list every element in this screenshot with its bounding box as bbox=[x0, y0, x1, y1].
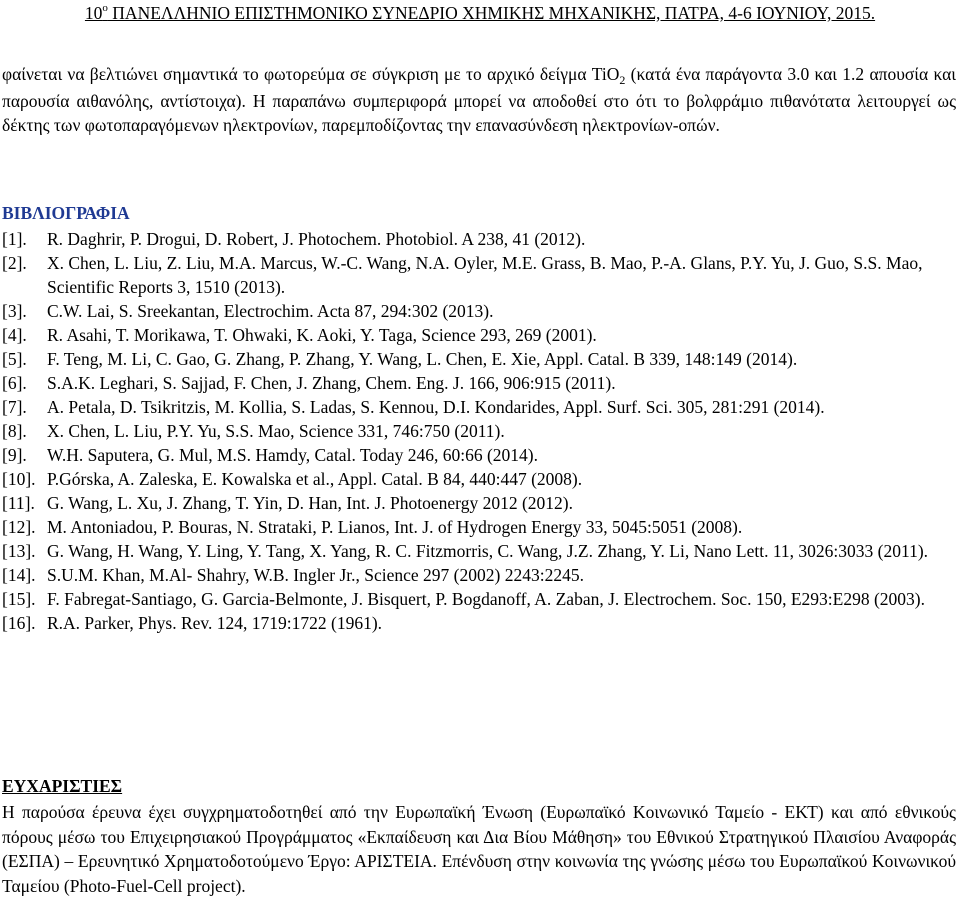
reference-item bbox=[2, 251, 956, 299]
reference-item bbox=[2, 539, 956, 563]
reference-text: P.Górska, A. Zaleska, E. Kowalska et al., Appl. Catal. B 84, 440:447 (2008). bbox=[47, 469, 583, 489]
acknowledgements-heading: ΕΥΧΑΡΙΣΤΙΕΣ bbox=[2, 776, 123, 796]
reference-text: F. Fabregat-Santiago, G. Garcia-Belmonte, J. Bisquert, P. Bogdanoff, A. Zaban, J. Electrochem. Soc. 150, E293:E298 (2003). bbox=[47, 589, 925, 609]
reference-text: X. Chen, L. Liu, Z. Liu, M.A. Marcus, W.-C. Wang, N.A. Oyler, M.E. Grass, B. Mao, P.-A. Glans, P.Y. Yu, J. Guo, S.S. Mao, Scientific Reports 3, 1510 (2013). bbox=[47, 253, 923, 297]
reference-number: [5]. bbox=[2, 349, 27, 369]
reference-number: [1]. bbox=[2, 229, 27, 249]
reference-text: M. Antoniadou, P. Bouras, N. Strataki, P. Lianos, Int. J. of Hydrogen Energy 33, 5045:5051 (2008). bbox=[47, 517, 743, 537]
acknowledgements-paragraph: Η παρούσα έρευνα έχει συγχρηματοδοτηθεί από την Ευρωπαϊκή Ένωση (Ευρωπαϊκό Κοινωνικό Ταμείο - ΕΚΤ) και από εθνικούς πόρους μέσω του Επιχειρησιακού Προγράμματος «Εκπαίδευση και Δια Βίου Μάθηση» του Εθνικού Στρατηγικού Πλαισίου Αναφοράς (ΕΣΠΑ) – Ερευνητικό Χρηματοδοτούμενο Έργο: ΑΡΙΣΤΕΙΑ. Επένδυση στην κοινωνία της γνώσης μέσω του Ευρωπαϊκού Κοινωνικού Ταμείου (Photo-Fuel-Cell project). bbox=[2, 802, 956, 896]
reference-text: R. Asahi, T. Morikawa, T. Ohwaki, K. Aoki, Y. Taga, Science 293, 269 (2001). bbox=[47, 325, 597, 345]
reference-item bbox=[2, 563, 956, 587]
reference-number: [8]. bbox=[2, 421, 27, 441]
reference-number: [15]. bbox=[2, 589, 36, 609]
reference-number: [4]. bbox=[2, 325, 27, 345]
reference-number: [3]. bbox=[2, 301, 27, 321]
reference-number: [12]. bbox=[2, 517, 36, 537]
reference-text: A. Petala, D. Tsikritzis, M. Kollia, S. Ladas, S. Kennou, D.I. Kondarides, Appl. Surf. Sci. 305, 281:291 (2014). bbox=[47, 397, 825, 417]
header-number: 10 bbox=[84, 3, 103, 23]
reference-number: [7]. bbox=[2, 397, 27, 417]
reference-item bbox=[2, 467, 956, 491]
reference-number: [16]. bbox=[2, 613, 36, 633]
reference-number: [14]. bbox=[2, 565, 36, 585]
reference-number: [9]. bbox=[2, 445, 27, 465]
reference-text: G. Wang, L. Xu, J. Zhang, T. Yin, D. Han, Int. J. Photoenergy 2012 (2012). bbox=[47, 493, 573, 513]
intro-text-part1: φαίνεται να βελτιώνει σημαντικά το φωτορεύμα σε σύγκριση με το αρχικό δείγμα TiO bbox=[2, 64, 620, 84]
reference-text: S.A.K. Leghari, S. Sajjad, F. Chen, J. Zhang, Chem. Eng. J. 166, 906:915 (2011). bbox=[47, 373, 616, 393]
reference-item bbox=[2, 299, 956, 323]
bibliography-heading: ΒΙΒΛΙΟΓΡΑΦΙΑ bbox=[2, 203, 130, 223]
intro-text-part2: (κατά ένα παράγοντα 3.0 και 1.2 απουσία και παρουσία αιθανόλης, αντίστοιχα). Η παραπάνω συμπεριφορά μπορεί να αποδοθεί στο ότι το βολφράμιο πιθανότατα λειτουργεί ως δέκτης των φωτοπαραγόμενων ηλεκτρονίων, παρεμποδίζοντας την επανασύνδεση ηλεκτρονίων-οπών. bbox=[2, 64, 957, 135]
reference-number: [6]. bbox=[2, 373, 27, 393]
reference-item bbox=[2, 347, 956, 371]
reference-text: G. Wang, H. Wang, Y. Ling, Y. Tang, X. Yang, R. C. Fitzmorris, C. Wang, J.Z. Zhang, Y. Li, Nano Lett. 11, 3026:3033 (2011). bbox=[47, 541, 929, 561]
reference-item bbox=[2, 443, 956, 467]
reference-item bbox=[2, 587, 956, 611]
intro-subscript: 2 bbox=[619, 73, 626, 87]
reference-number: [11]. bbox=[2, 493, 35, 513]
conference-header bbox=[0, 3, 960, 24]
reference-list bbox=[2, 227, 956, 635]
reference-item bbox=[2, 227, 956, 251]
reference-text: C.W. Lai, S. Sreekantan, Electrochim. Acta 87, 294:302 (2013). bbox=[47, 301, 494, 321]
header-text: ΠΑΝΕΛΛΗΝΙΟ ΕΠΙΣΤΗΜΟΝΙΚΟ ΣΥΝΕΔΡΙΟ ΧΗΜΙΚΗΣ ΜΗΧΑΝΙΚΗΣ, ΠΑΤΡΑ, 4-6 ΙΟΥΝΙΟΥ, 2015. bbox=[107, 3, 876, 23]
reference-item bbox=[2, 491, 956, 515]
reference-item bbox=[2, 515, 956, 539]
reference-item bbox=[2, 419, 956, 443]
reference-text: X. Chen, L. Liu, P.Y. Yu, S.S. Mao, Science 331, 746:750 (2011). bbox=[47, 421, 505, 441]
reference-text: S.U.M. Khan, M.Al- Shahry, W.B. Ingler Jr., Science 297 (2002) 2243:2245. bbox=[47, 565, 584, 585]
reference-item bbox=[2, 371, 956, 395]
header-superscript: ο bbox=[102, 2, 108, 14]
reference-item bbox=[2, 611, 956, 635]
reference-number: [13]. bbox=[2, 541, 36, 561]
reference-number: [10]. bbox=[2, 469, 36, 489]
reference-text: W.H. Saputera, G. Mul, M.S. Hamdy, Catal. Today 246, 60:66 (2014). bbox=[47, 445, 538, 465]
reference-text: F. Teng, M. Li, C. Gao, G. Zhang, P. Zhang, Y. Wang, L. Chen, E. Xie, Appl. Catal. B 339, 148:149 (2014). bbox=[47, 349, 798, 369]
reference-item bbox=[2, 323, 956, 347]
intro-paragraph bbox=[2, 62, 956, 138]
reference-text: R.A. Parker, Phys. Rev. 124, 1719:1722 (1961). bbox=[47, 613, 383, 633]
reference-text: R. Daghrir, P. Drogui, D. Robert, J. Photochem. Photobiol. A 238, 41 (2012). bbox=[47, 229, 586, 249]
reference-number: [2]. bbox=[2, 253, 27, 273]
reference-item bbox=[2, 395, 956, 419]
